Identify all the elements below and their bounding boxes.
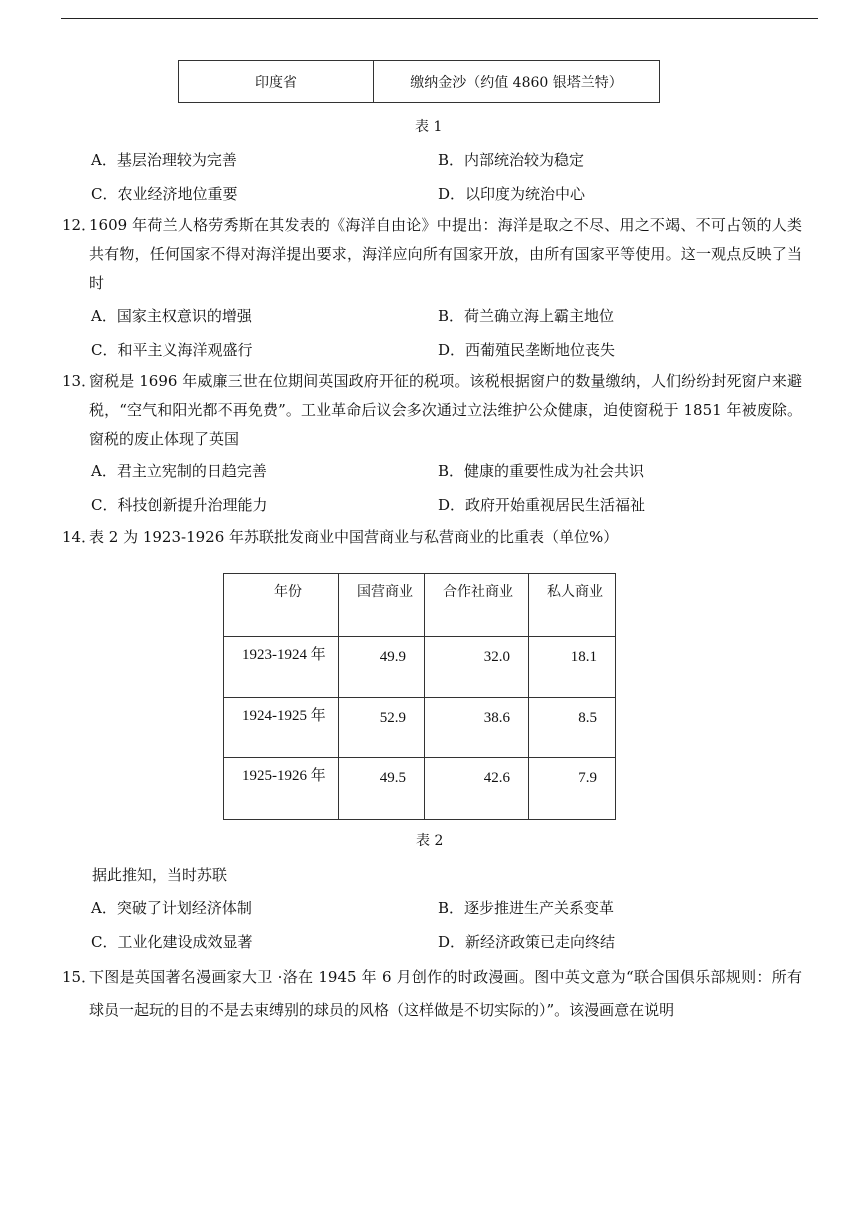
table-cell: 18.1: [529, 637, 616, 698]
q12-option-a: A．国家主权意识的增强: [91, 307, 252, 325]
question-12: [62, 211, 802, 298]
q11-option-d: D．以印度为统治中心: [438, 185, 586, 203]
question-text: 表 2 为 1923-1926 年苏联批发商业中国营商业与私营商业的比重表（单位%）: [89, 528, 619, 546]
table-cell: 49.5: [339, 758, 425, 820]
question-14: [62, 523, 802, 552]
q13-option-c: C．科技创新提升治理能力: [91, 496, 268, 514]
table-header-cell: 合作社商业: [425, 574, 529, 637]
q14-option-d: D．新经济政策已走向终结: [438, 933, 616, 951]
table-row: [224, 758, 616, 820]
table-cell: 38.6: [425, 698, 529, 758]
table-row: [224, 637, 616, 698]
table-header-cell: 私人商业: [529, 574, 616, 637]
table-header-cell: 国营商业: [339, 574, 425, 637]
table-1-caption: 表 1: [415, 119, 443, 135]
q12-option-d: D．西葡殖民垄断地位丧失: [438, 341, 616, 359]
table-2: [223, 573, 616, 820]
q12-option-c: C．和平主义海洋观盛行: [91, 341, 253, 359]
q14-option-c: C．工业化建设成效显著: [91, 933, 253, 951]
q11-option-b: B．内部统治较为稳定: [438, 151, 585, 169]
table-header-cell: 年份: [224, 574, 339, 637]
table-cell: 42.6: [425, 758, 529, 820]
q14-followup: 据此推知，当时苏联: [92, 866, 228, 884]
table-1-fragment: [178, 60, 660, 103]
table-cell: 8.5: [529, 698, 616, 758]
table-cell: 7.9: [529, 758, 616, 820]
table-cell: 52.9: [339, 698, 425, 758]
table-cell-year: 1925-1926 年: [224, 758, 339, 820]
header-rule: [61, 18, 818, 19]
table-cell-year: 1924-1925 年: [224, 698, 339, 758]
question-text: 1609 年荷兰人格劳秀斯在其发表的《海洋自由论》中提出：海洋是取之不尽、用之不竭、不可占领的人类共有物，任何国家不得对海洋提出要求，海洋应向所有国家开放，由所有国家平等使用。这一观点反映了当时: [89, 216, 802, 292]
table-cell-year: 1923-1924 年: [224, 637, 339, 698]
table-header-row: [224, 574, 616, 637]
q14-option-b: B．逐步推进生产关系变革: [438, 899, 615, 917]
question-number: 13．: [62, 372, 97, 390]
q13-option-b: B．健康的重要性成为社会共识: [438, 462, 645, 480]
q13-option-a: A．君主立宪制的日趋完善: [91, 462, 267, 480]
q11-option-a: A．基层治理较为完善: [91, 151, 237, 169]
table-1-cell: 印度省: [179, 61, 374, 102]
q11-option-c: C．农业经济地位重要: [91, 185, 238, 203]
q14-option-a: A．突破了计划经济体制: [91, 899, 252, 917]
table-1-cell: 缴纳金沙（约值 4860 银塔兰特）: [410, 74, 623, 91]
question-text: 下图是英国著名漫画家大卫 ·洛在 1945 年 6 月创作的时政漫画。图中英文意为“联合国俱乐部规则：所有球员一起玩的目的不是去束缚别的球员的风格（这样做是不切实际的）”。该漫画意在说明: [89, 968, 802, 1019]
question-number: 14．: [62, 528, 97, 546]
question-15: [62, 961, 802, 1027]
question-number: 12．: [62, 216, 97, 234]
table-row: [224, 698, 616, 758]
table-cell: 32.0: [425, 637, 529, 698]
table-2-caption: 表 2: [416, 833, 444, 849]
question-number: 15．: [62, 968, 97, 986]
question-13: [62, 367, 802, 454]
question-text: 窗税是 1696 年威廉三世在位期间英国政府开征的税项。该税根据窗户的数量缴纳，人们纷纷封死窗户来避税，“空气和阳光都不再免费”。工业革命后议会多次通过立法维护公众健康，迫使窗税于 1851 年被废除。窗税的废止体现了英国: [89, 372, 802, 448]
q13-option-d: D．政府开始重视居民生活福祉: [438, 496, 646, 514]
table-cell: 49.9: [339, 637, 425, 698]
q12-option-b: B．荷兰确立海上霸主地位: [438, 307, 615, 325]
